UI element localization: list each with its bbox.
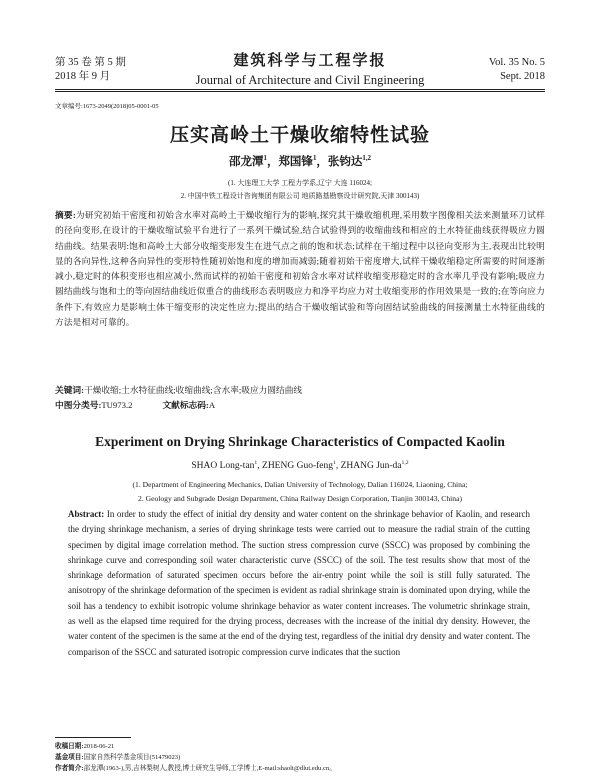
footnote-rule xyxy=(55,737,131,738)
author-cn-1: 邵龙潭 xyxy=(228,156,264,168)
header-volume-en xyxy=(489,56,545,84)
date-cn: 2018 年 9 月 xyxy=(55,71,111,82)
affiliation-cn-1: (1. 大连理工大学 工程力学系,辽宁 大连 116024; xyxy=(227,179,373,187)
journal-title-en: Journal of Architecture and Civil Engineering xyxy=(195,73,425,87)
affiliation-en-1: (1. Department of Engineering Mechanics, Dalian University of Technology, Dalian 116024, Liaoning, China; xyxy=(132,480,468,489)
abstract-cn-label: 摘要: xyxy=(55,210,76,220)
abstract-en-text: In order to study the effect of initial dry density and water content on the shrinkage behavior of Kaolin, and research the drying shrinkage mechanism, a series of drying shrinkage tests were carried out to measure the radial strain of the cutting specimen by digital image correlation method. The suction stress compression curve (SSCC) was proposed by combining the shrinkage curve and corresponding soil water characteristic curve (SSCC) of the soil. The test results show that most of the shrinkage deformation of saturated specimen occurs before the air-entry point while the soil is still fully saturated. The anisotropy of the shrinkage deformation of the specimen is evident as radial shrinkage strain is dominated upon drying, while the soil has a tendency to exhibit isotropic volume shrinkage behavior as water content increases. The volumetric shrinkage strain, as well as the elapsed time required for the drying process, decreases with the increase of the initial dry density. However, the water content of the specimen is the same at the end of the drying test, regardless of the initial dry density and water content. The comparison of the SSCC and saturated isotropic compression curve indicates that the suction xyxy=(68,509,530,657)
header-rule xyxy=(55,89,545,90)
article-number: 文章编号:1673-2049(2018)05-0001-05 xyxy=(55,103,159,110)
keywords-cn-text: 干燥收缩;土水特征曲线;收缩曲线;含水率;吸应力圆结曲线 xyxy=(83,385,303,395)
doc-code: A xyxy=(208,400,216,410)
affiliation-en-2: 2. Geology and Subgrade Design Department, China Railway Design Corporation, Tianjin 300143, China) xyxy=(138,494,462,503)
doc-code-label: 文献标志码: xyxy=(162,400,209,410)
header-rule-thin xyxy=(55,91,545,92)
authors-en: SHAO Long-$\tan^1$, ZHENG Guo-feng$^1$, ZHANG Jun-da$^{1,2}$ xyxy=(191,459,409,471)
journal-title-cn: 建筑科学与工程学报 xyxy=(233,53,387,69)
title-en: Experiment on Drying Shrinkage Characteristics of Compacted Kaolin xyxy=(95,434,505,449)
abstract-en xyxy=(68,507,530,660)
author-en-2: ZHENG Guo-feng xyxy=(262,461,333,471)
affiliation-cn-2: 2. 中国中铁工程设计咨询集团有限公司 地质路基勘察设计研究院,天津 300143) xyxy=(180,192,420,200)
journal-title xyxy=(170,52,450,88)
author-en-1: SHAO Long-tan xyxy=(191,461,255,471)
footnote-received: 收稿日期:2018-06-21 xyxy=(55,743,115,750)
author-en-3: ZHANG Jun-da xyxy=(340,461,402,471)
volume-cn: 第 35 卷 第 5 期 xyxy=(55,57,126,68)
classification-cn xyxy=(55,398,545,412)
volume-en: Vol. 35 No. 5 xyxy=(488,57,545,68)
title-cn: 压实高岭土干燥收缩特性试验 xyxy=(169,125,430,146)
author-cn-3: 张钧达 xyxy=(327,156,363,168)
authors-cn: 邵龙潭$^1$，郑国锋$^1$，张钧达$^{1,2}$ xyxy=(228,155,372,168)
abstract-cn xyxy=(55,208,545,330)
footnote-funding: 基金项目:国家自然科学基金项目(51479023) xyxy=(55,754,181,761)
keywords-cn xyxy=(55,383,545,397)
abstract-cn-text: 为研究初始干密度和初始含水率对高岭土干燥收缩行为的影响,探究其干燥收缩机理,采用数字图像相关法来测量环刀试样的径向变形,在设计的干燥收缩试验平台进行了一系列干燥试验,结合试验得到的收缩曲线和相应的土水特征曲线获得吸应力圆结曲线。结果表明:饱和高岭土大部分收缩变形发生在进气点之前的饱和状态;试样在干缩过程中以径向变形为主,表现出比较明显的各向异性,这种各向异性的变形特性随初始饱和度的增加而减弱;随着初始干密度增大,试样干燥收缩稳定所需要的时间逐渐减小,稳定时的体积变形也相应减小,然而试样的初始干密度和初始含水率对试样收缩变形稳定时的含水率几乎没有影响;吸应力圆结曲线与饱和土的等向固结曲线近似重合的曲线形态表明吸应力和净平均应力对土收缩变形的作用效果是一致的;在等向应力条件下,有效应力是影响土体干缩变形的决定性应力;提出的结合干燥收缩试验和等向固结试验曲线的间接测量土水特征曲线的方法是相对可靠的。 xyxy=(55,210,545,328)
keywords-cn-label: 关键词: xyxy=(55,385,84,395)
abstract-en-label: Abstract: xyxy=(68,509,105,519)
footnote-author-bio: 作者简介:邵龙潭(1963-),男,吉林梨树人,教授,博士研究生导师,工学博士,E-mail:shaolt@dlut.edu.cn。 xyxy=(55,765,336,772)
header-volume-cn xyxy=(55,56,126,84)
clc-code: TU973.2 xyxy=(101,400,133,410)
clc-label: 中图分类号: xyxy=(55,400,102,410)
date-en: Sept. 2018 xyxy=(500,71,545,82)
author-cn-2: 郑国锋 xyxy=(278,156,313,168)
